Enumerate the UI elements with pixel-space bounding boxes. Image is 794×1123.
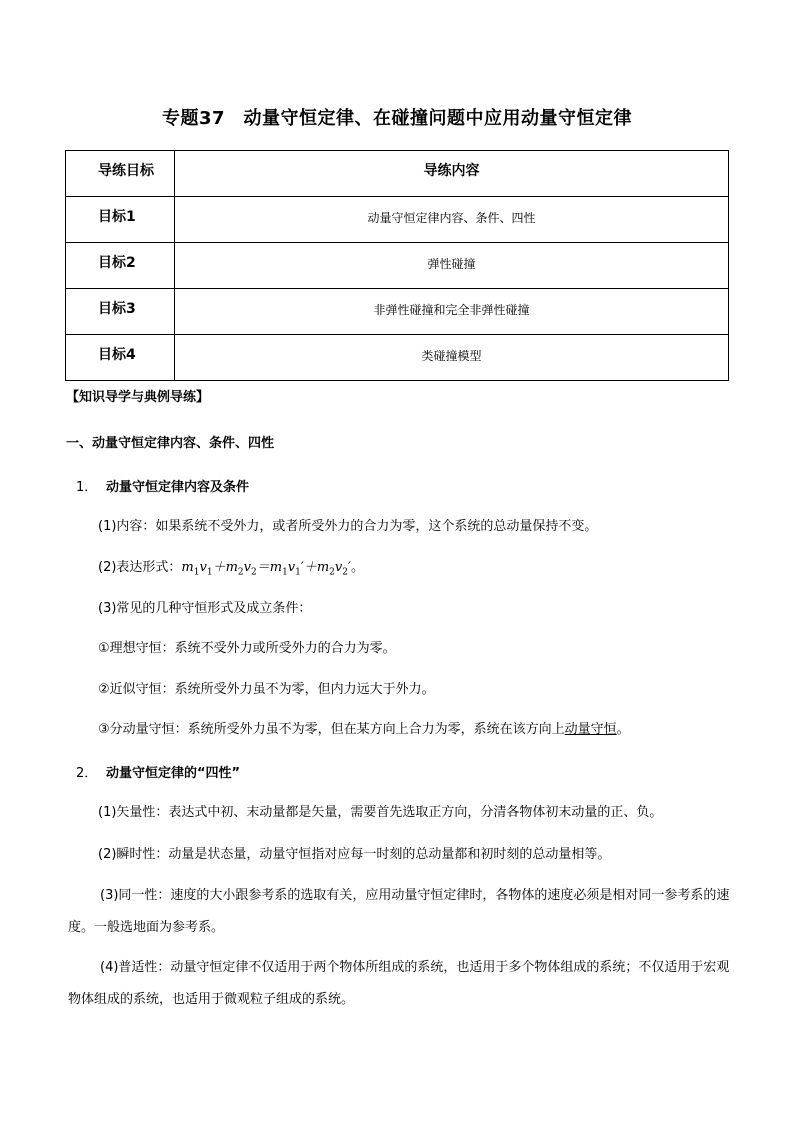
content-cell [175,197,729,243]
page-title: 专题37 动量守恒定律、在碰撞问题中应用动量守恒定律 [161,108,633,129]
subsection-title: 动量守恒定律的“四性” [106,766,241,781]
goal-cell [66,243,175,289]
header-content-label: 导练内容 [423,163,480,179]
table-header-row [66,151,729,197]
paragraph: ②近似守恒：系统所受外力虽不为零，但内力远大于外力。 [98,682,435,697]
paragraph: ①理想守恒：系统不受外力或所受外力的合力为零。 [98,641,396,656]
paragraph: (4)普适性：动量守恒定律不仅适用于两个物体所组成的系统，也适用于多个物体组成的系统；不仅适用于宏观物体组成的系统，也适用于微观粒子组成的系统。 [68,960,730,1007]
goal-cell [66,289,175,335]
goal-cell [66,335,175,381]
table-row [66,197,729,243]
goal-label: 目标1 [98,209,136,225]
content-label: 弹性碰撞 [427,257,476,271]
paragraph [98,720,630,740]
goal-cell [66,197,175,243]
content-cell [175,335,729,381]
subsection-heading [76,762,240,781]
content-label: 非弹性碰撞和完全非弹性碰撞 [373,303,530,317]
paragraph: (1)内容：如果系统不受外力，或者所受外力的合力为零，这个系统的总动量保持不变。 [98,519,598,534]
goal-label: 目标4 [98,347,136,363]
table-row [66,243,729,289]
paragraph-text: ③分动量守恒：系统所受外力虽不为零，但在某方向上合力为零，系统在该方向上 [98,722,565,737]
goal-label: 目标2 [98,255,136,271]
paragraph-end: 。 [616,722,630,737]
paragraph: (1)矢量性：表达式中初、末动量都是矢量，需要首先选取正方向，分清各物体初末动量的正、负。 [98,805,663,820]
subsection-heading [76,476,249,495]
goal-table [65,150,729,381]
content-cell [175,289,729,335]
table-row [66,289,729,335]
formula-paragraph: (2)表达形式：$m_1v_1+m_2v_2=m_1v_1'+m_2v_2'$。 [98,560,364,578]
content-label: 类碰撞模型 [421,349,482,363]
header-goal [66,151,175,197]
content-cell [175,243,729,289]
section-heading: 一、动量守恒定律内容、条件、四性 [66,436,275,451]
content-label: 动量守恒定律内容、条件、四性 [367,211,536,225]
paragraph: (3)同一性：速度的大小跟参考系的选取有关，应用动量守恒定律时，各物体的速度必须是相对同一参考系的速度。一般选地面为参考系。 [68,888,730,935]
table-row [66,335,729,381]
header-content [175,151,729,197]
paragraph: (3)常见的几种守恒形式及成立条件： [98,601,312,616]
paragraph: (2)瞬时性：动量是状态量，动量守恒指对应每一时刻的总动量都和初时刻的总动量相等。 [98,847,611,862]
subsection-number: 1． [76,480,98,495]
header-goal-label: 导练目标 [98,163,154,179]
momentum-formula: $m_1v_1+m_2v_2=m_1v_1'+m_2v_2'$ [181,560,351,578]
knowledge-heading: 【知识导学与典例导练】 [66,390,210,405]
formula-label: (2)表达形式： [98,560,182,575]
underlined-text: 动量守恒 [564,722,617,737]
goal-label: 目标3 [98,301,136,317]
subsection-title: 动量守恒定律内容及条件 [106,480,250,495]
subsection-number: 2． [76,766,98,781]
